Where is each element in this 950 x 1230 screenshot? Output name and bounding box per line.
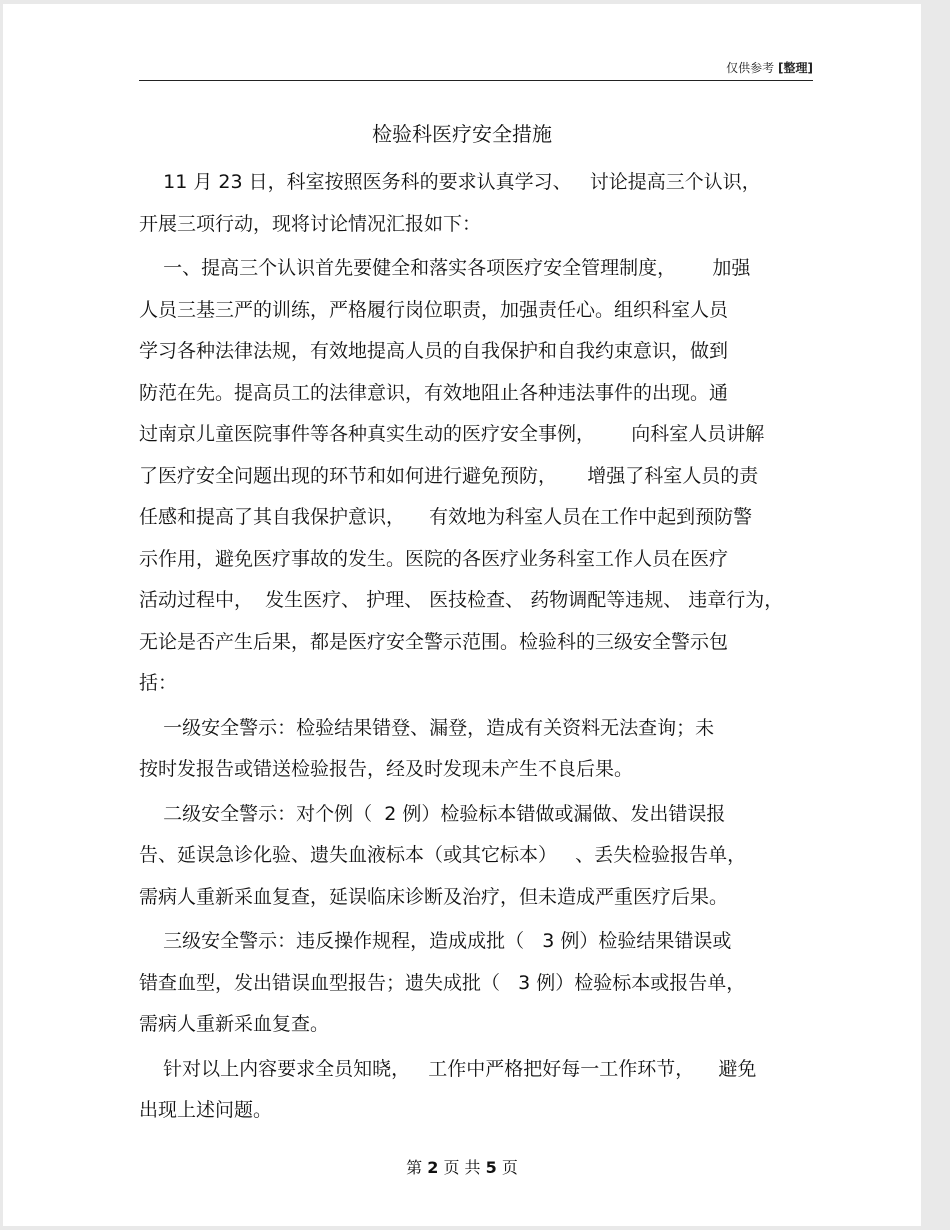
text-line: 需病人重新采血复查。 (139, 1013, 330, 1035)
text-line: 了医疗安全问题出现的环节和如何进行避免预防， 增强了科室人员的责 (139, 464, 759, 487)
text-line: 出现上述问题。 (139, 1099, 273, 1121)
footer-total-pages: 5 (485, 1158, 497, 1177)
footer-suffix: 页 (501, 1158, 518, 1177)
document-body (139, 162, 813, 1132)
text-line: 一、提高三个认识首先要健全和落实各项医疗安全管理制度， 加强 (139, 257, 751, 279)
text-line: 告、延误急诊化验、遗失血液标本（或其它标本） 、丢失检验报告单， (139, 844, 747, 866)
text-line: 开展三项行动，现将讨论情况汇报如下： (139, 212, 482, 235)
paragraph (139, 248, 813, 705)
text-line: 二级安全警示：对个例（ 2 例）检验标本错做或漏做、发出错误报 (139, 802, 726, 825)
text-line: 任感和提高了其自我保护意识， 有效地为科室人员在工作中起到预防警 (139, 506, 753, 528)
text-line: 三级安全警示：违反操作规程，造成成批（ 3 例）检验结果错误或 (139, 930, 732, 952)
page-footer (3, 1156, 921, 1180)
text-line: 针对以上内容要求全员知晓， 工作中严格把好每一工作环节， 避免 (139, 1057, 757, 1080)
paragraph (139, 708, 813, 791)
document-page (3, 4, 921, 1226)
text-line: 活动过程中， 发生医疗、 护理、 医技检查、 药物调配等违规、 违章行为， (139, 589, 784, 611)
text-line: 学习各种法律法规，有效地提高人员的自我保护和自我约束意识，做到 (139, 340, 729, 362)
text-line: 过南京儿童医院事件等各种真实生动的医疗安全事例， 向科室人员讲解 (139, 423, 765, 445)
text-line: 一级安全警示：检验结果错登、漏登，造成有关资料无法查询；未 (139, 716, 715, 739)
document-title: 检验科医疗安全措施 (372, 122, 552, 146)
text-line: 错查血型，发出错误血型报告；遗失成批（ 3 例）检验标本或报告单， (139, 971, 746, 994)
footer-middle: 页 共 (443, 1158, 481, 1177)
paragraph (139, 794, 813, 919)
header-note: 仅供参考 (726, 61, 775, 75)
header-tag: [整理] (778, 61, 813, 75)
footer-prefix: 第 (406, 1158, 423, 1177)
paragraph (139, 162, 813, 245)
text-line: 按时发报告或错送检验报告，经及时发现未产生不良后果。 (139, 758, 634, 780)
header-rule (139, 80, 813, 81)
text-line: 无论是否产生后果，都是医疗安全警示范围。检验科的三级安全警示包 (139, 630, 729, 653)
footer-current-page: 2 (427, 1158, 439, 1177)
page-header (139, 58, 813, 80)
paragraph (139, 1049, 813, 1132)
paragraph (139, 921, 813, 1046)
text-line: 人员三基三严的训练，严格履行岗位职责，加强责任心。组织科室人员 (139, 298, 729, 321)
text-line: 括： (139, 672, 178, 694)
text-line: 11 月 23 日，科室按照医务科的要求认真学习、 讨论提高三个认识， (139, 171, 761, 193)
text-line: 防范在先。提高员工的法律意识，有效地阻止各种违法事件的出现。通 (139, 381, 729, 404)
text-line: 需病人重新采血复查，延误临床诊断及治疗，但未造成严重医疗后果。 (139, 885, 729, 908)
text-line: 示作用，避免医疗事故的发生。医院的各医疗业务科室工作人员在医疗 (139, 547, 729, 570)
